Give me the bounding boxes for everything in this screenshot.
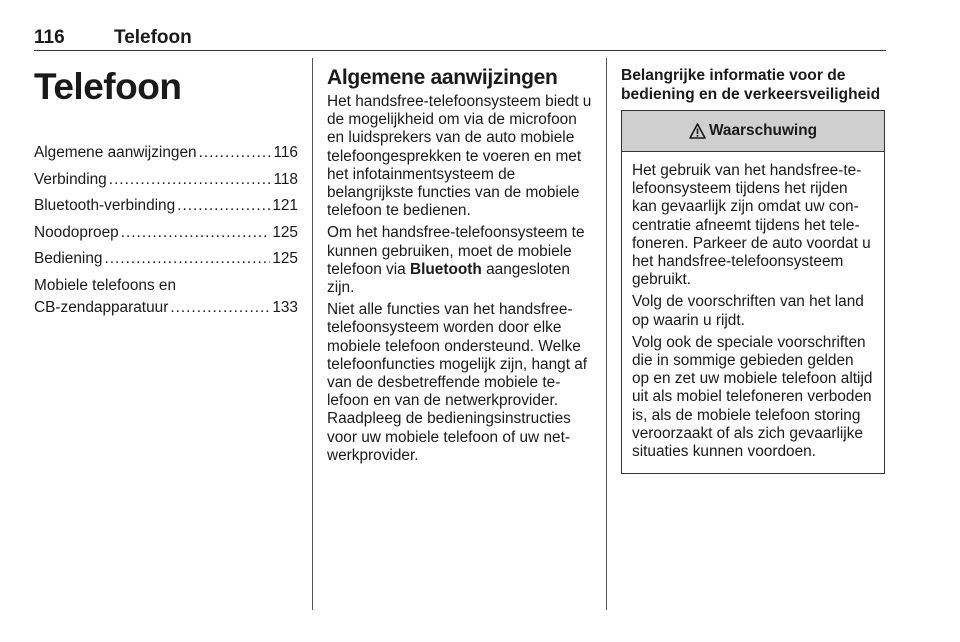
section-title: Algemene aanwijzingen [327, 66, 558, 89]
warning-triangle-icon [689, 123, 706, 139]
warning-paragraph: Het gebruik van het handsfree-telefoonsysteem tijdens het rijden kan gevaarlijk zijn omdat uw concentratie afneemt tijdens het telefoneren. Parkeer de auto voordat u het handsfree-telefoonsysteem gebruikt. [632, 162, 871, 289]
general-info-column [327, 58, 593, 469]
compatibility-paragraph: Niet alle functies van het handsfree-telefoonsysteem worden door elke mobiele telefoon ondersteund. Welke telefoonfuncties mogelijk zijn, hangt af van de desbetreffende mobiele telefoon en van de netwerkprovider. Raadpleeg de bedieningsinstructies voor uw mobiele telefoon of uw netwerkprovider. [327, 301, 588, 464]
column-divider [312, 58, 313, 610]
column-divider [606, 58, 607, 610]
warning-box [621, 110, 885, 474]
toc-entry[interactable] [34, 195, 298, 217]
warning-body [622, 152, 884, 473]
warning-header [622, 111, 884, 152]
warning-paragraph: Volg ook de speciale voorschriften die in sommige gebieden gelden op en zet uw mobiele telefoon altijd uit als mobiel telefoneren verboden is, als de mobiele telefoon storing veroorzaakt of als zich gevaarlijke situaties kunnen voordoen. [632, 333, 873, 461]
chapter-title: Telefoon [34, 66, 182, 107]
bluetooth-term: Bluetooth [410, 260, 482, 278]
bluetooth-paragraph: Om het handsfree-telefoonsysteem te kunnen gebruiken, moet de mobiele telefoon via Bluetooth aangesloten zijn. [327, 224, 585, 297]
toc-dot-leader [121, 222, 271, 244]
toc-entry-label: Mobiele telefoons en [34, 276, 177, 294]
toc-entry[interactable] [34, 248, 298, 270]
toc-dot-leader [177, 195, 270, 217]
toc-entry[interactable] [34, 169, 298, 191]
safety-subheading: Belangrijke informatie voor de bediening en de verkeersveiligheid [621, 67, 881, 103]
toc-entry[interactable] [34, 142, 298, 164]
warning-title: Waarschuwing [708, 122, 818, 139]
safety-column [621, 58, 885, 474]
toc-entry[interactable] [34, 275, 298, 318]
toc-page-number: 133 [272, 298, 298, 316]
toc-entry-label: Verbinding [34, 170, 107, 188]
toc-dot-leader [109, 169, 272, 191]
toc-column [34, 58, 298, 323]
toc-page-number: 125 [272, 250, 298, 268]
toc-dot-leader [199, 142, 272, 164]
toc-entry-label: Bediening [34, 250, 103, 268]
toc-page-number: 118 [273, 170, 298, 188]
page-number: 116 [34, 27, 65, 48]
toc-entry-label: Bluetooth-verbinding [34, 197, 176, 215]
toc-entry[interactable] [34, 222, 298, 244]
toc-page-number: 116 [273, 144, 298, 161]
toc-page-number: 125 [272, 223, 298, 241]
table-of-contents [34, 142, 298, 318]
toc-entry-label: CB-zendapparatuur [34, 298, 169, 316]
intro-paragraph: Het handsfree-telefoonsysteem biedt u de mogelijkheid om via de microfoon en luidsprekers van de auto mobiele telefoongesprekken te voeren en met het infotainmentsysteem de belangrijkste functies van de mobiele telefoon te bedienen. [327, 93, 592, 220]
toc-dot-leader [170, 297, 270, 319]
warning-paragraph: Volg de voorschriften van het land op waarin u rijdt. [632, 293, 864, 329]
toc-page-number: 121 [272, 197, 298, 215]
toc-entry-label: Algemene aanwijzingen [34, 144, 197, 161]
toc-dot-leader [104, 248, 270, 270]
running-title: Telefoon [114, 27, 192, 48]
toc-entry-label: Noodoproep [34, 223, 119, 241]
page-header [34, 26, 886, 51]
